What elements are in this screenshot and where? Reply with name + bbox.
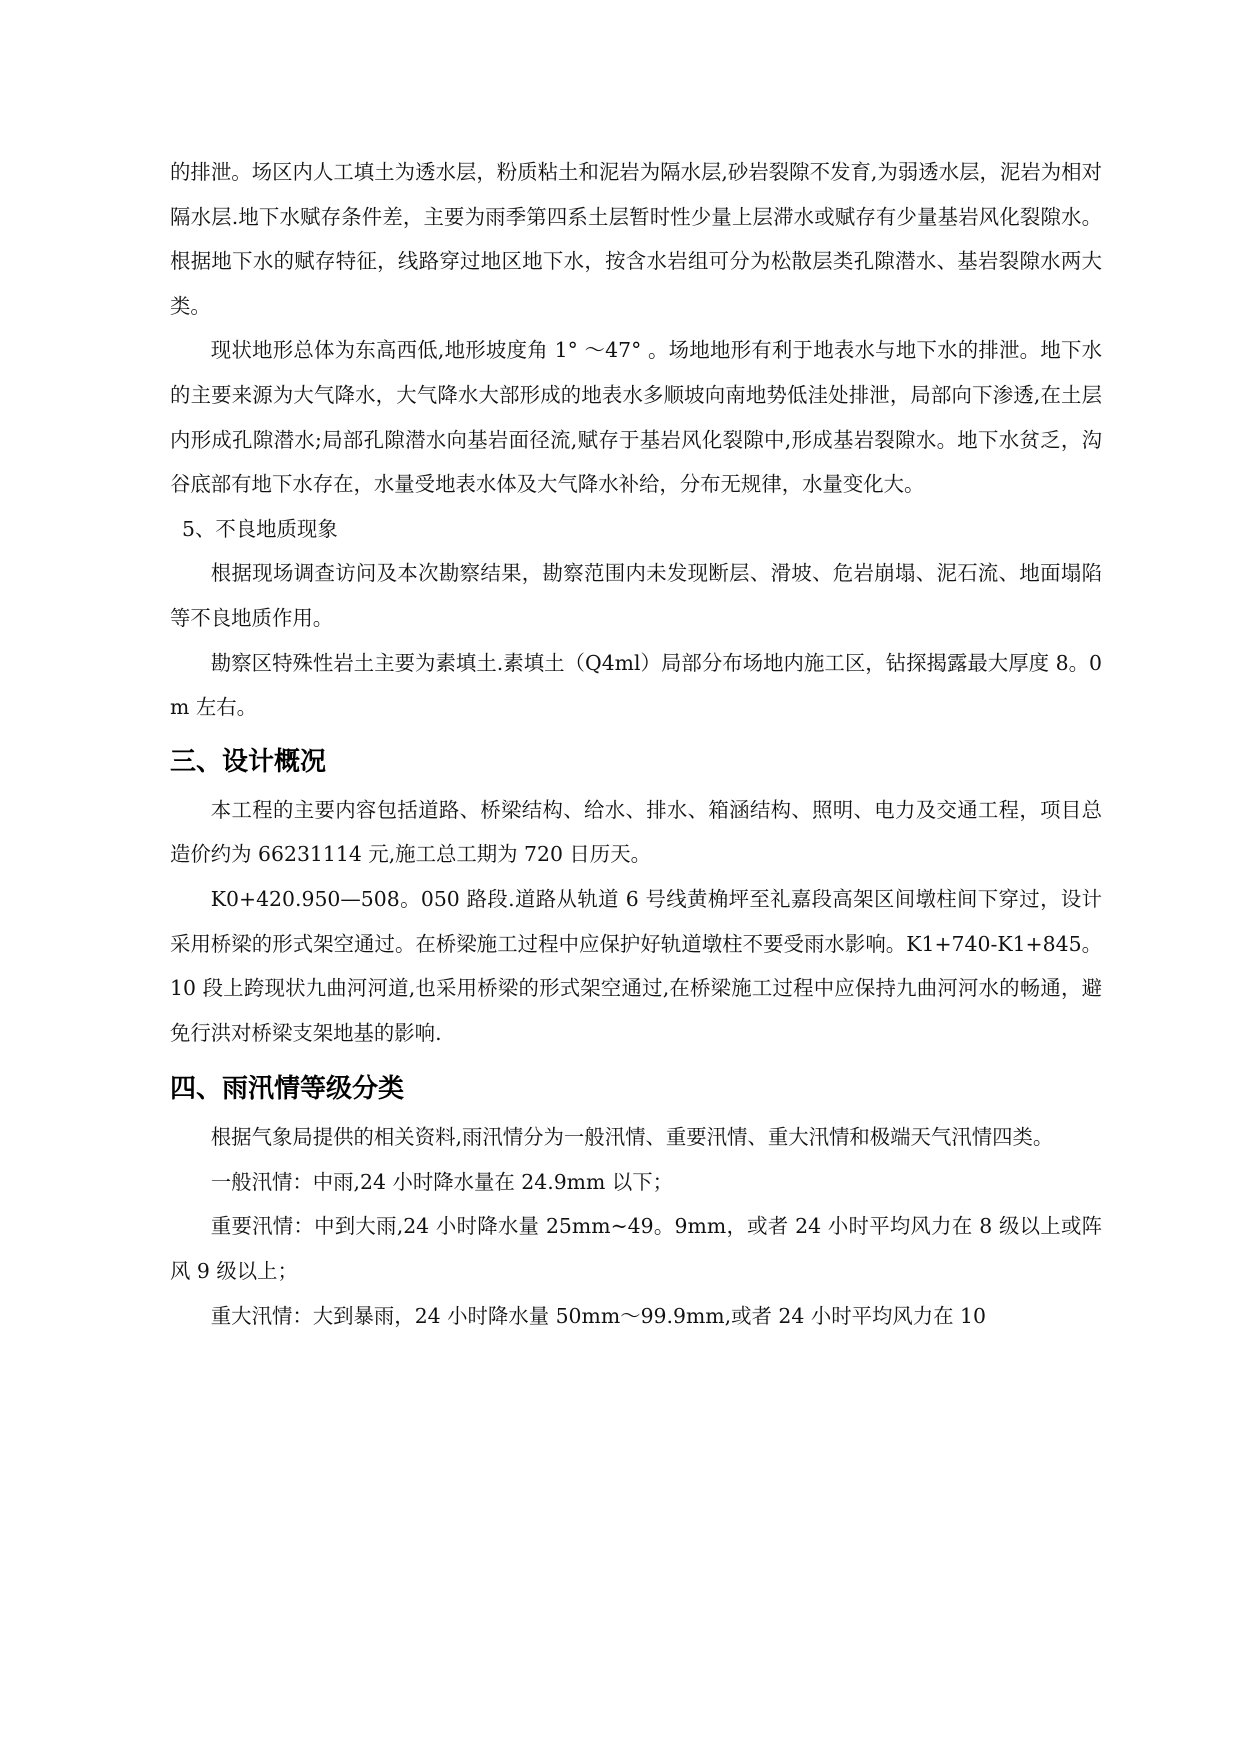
section-heading-design-overview: 三、设计概况 [170, 746, 327, 777]
paragraph-drainage-continued: 的排泄。场区内人工填土为透水层，粉质粘土和泥岩为隔水层,砂岩裂隙不发育,为弱透水层，泥岩为相对隔水层.地下水赋存条件差，主要为雨季第四系土层暂时性少量上层滞水或赋存有少量基岩风化裂隙水。根据地下水的赋存特征，线路穿过地区地下水，按含水岩组可分为松散层类孔隙潜水、基岩裂隙水两大类。 [170, 160, 1102, 318]
paragraph-major-flood: 重大汛情：大到暴雨，24 小时降水量 50mm～99.9mm,或者 24 小时平均风力在 10 [210, 1303, 986, 1328]
subheading-adverse-geology: 5、不良地质现象 [182, 516, 338, 541]
paragraph-terrain: 现状地形总体为东高西低,地形坡度角 1° ～47° 。场地地形有利于地表水与地下水的排泄。地下水的主要来源为大气降水，大气降水大部形成的地表水多顺坡向南地势低洼处排泄，局部向下渗透,在土层内形成孔隙潜水;局部孔隙潜水向基岩面径流,赋存于基岩风化裂隙中,形成基岩裂隙水。地下水贫乏，沟谷底部有地下水存在，水量受地表水体及大气降水补给，分布无规律，水量变化大。 [170, 338, 1102, 497]
document-body [170, 150, 1102, 1338]
paragraph-important-flood: 重要汛情：中到大雨,24 小时降水量 25mm~49。9mm，或者 24 小时平均风力在 8 级以上或阵风 9 级以上； [170, 1214, 1102, 1284]
paragraph-special-soil: 勘察区特殊性岩土主要为素填土.素填土（Q4ml）局部分布场地内施工区，钻探揭露最大厚度 8。0m 左右。 [170, 650, 1102, 720]
paragraph-general-flood: 一般汛情：中雨,24 小时降水量在 24.9mm 以下； [210, 1169, 673, 1194]
paragraph-bridge-sections: K0+420.950—508。050 路段.道路从轨道 6 号线黄桷坪至礼嘉段高架区间墩柱间下穿过，设计采用桥梁的形式架空通过。在桥梁施工过程中应保护好轨道墩柱不要受雨水影响。K1+740-K1+845。10 段上跨现状九曲河河道,也采用桥梁的形式架空通过,在桥梁施工过程中应保持九曲河河水的畅通，避免行洪对桥梁支架地基的影响. [170, 886, 1102, 1045]
paragraph-project-scope: 本工程的主要内容包括道路、桥梁结构、给水、排水、箱涵结构、照明、电力及交通工程，项目总造价约为 66231114 元,施工总工期为 720 日历天。 [170, 797, 1102, 867]
section-heading-flood-levels: 四、雨汛情等级分类 [170, 1074, 405, 1105]
paragraph-survey-results: 根据现场调查访问及本次勘察结果，勘察范围内未发现断层、滑坡、危岩崩塌、泥石流、地面塌陷等不良地质作用。 [170, 561, 1102, 630]
paragraph-flood-classification: 根据气象局提供的相关资料,雨汛情分为一般汛情、重要汛情、重大汛情和极端天气汛情四类。 [210, 1125, 1054, 1150]
